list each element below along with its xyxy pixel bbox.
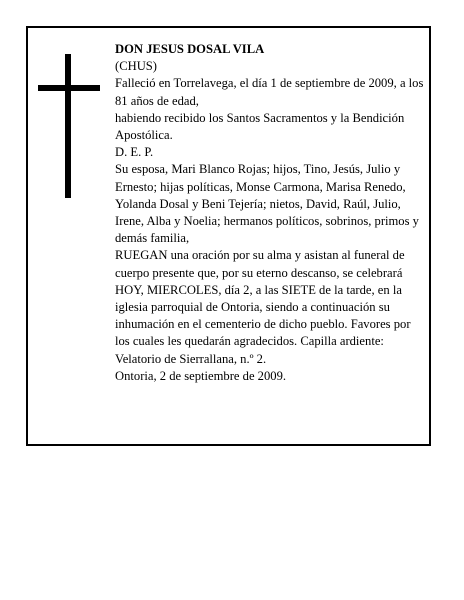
place-and-date: Ontoria, 2 de septiembre de 2009. [115, 368, 287, 383]
funeral-request: RUEGAN una oración por su alma y asistan al funeral de cuerpo presente que, por su eterno descanso, se celebrará HOY, MIERCOLES, día 2, a las SIETE de la tarde, en la iglesia parroquial de Ontoria, siendo a continuación su inhumación en el cementerio de dicho pueblo. Favores por los cuales les quedarán agradecidos. Capilla ardiente: Velatorio de Sierrallana, n.º 2. [115, 248, 411, 366]
deceased-nickname: (CHUS) [115, 59, 157, 74]
latin-cross-icon [38, 54, 100, 198]
family-list: Su esposa, Mari Blanco Rojas; hijos, Tino, Jesús, Julio y Ernesto; hijas políticas, Monse Carmona, Marisa Renedo, Yolanda Dosal y Beni Tejería; nietos, David, Raúl, Julio, Irene, Alba y Noelia; hermanos políticos, sobrinos, primos y demás familia, [115, 162, 419, 246]
death-statement: Falleció en Torrelavega, el día 1 de septiembre de 2009, a los 81 años de edad, [115, 76, 424, 108]
notice-text [115, 41, 427, 385]
cross-vertical-bar [65, 54, 71, 198]
rest-in-peace: D. E. P. [115, 145, 154, 160]
deceased-name: DON JESUS DOSAL VILA [115, 42, 265, 56]
obituary-notice [26, 26, 431, 446]
cross-horizontal-bar [38, 85, 100, 91]
sacraments-statement: habiendo recibido los Santos Sacramentos y la Bendición Apostólica. [115, 110, 405, 143]
